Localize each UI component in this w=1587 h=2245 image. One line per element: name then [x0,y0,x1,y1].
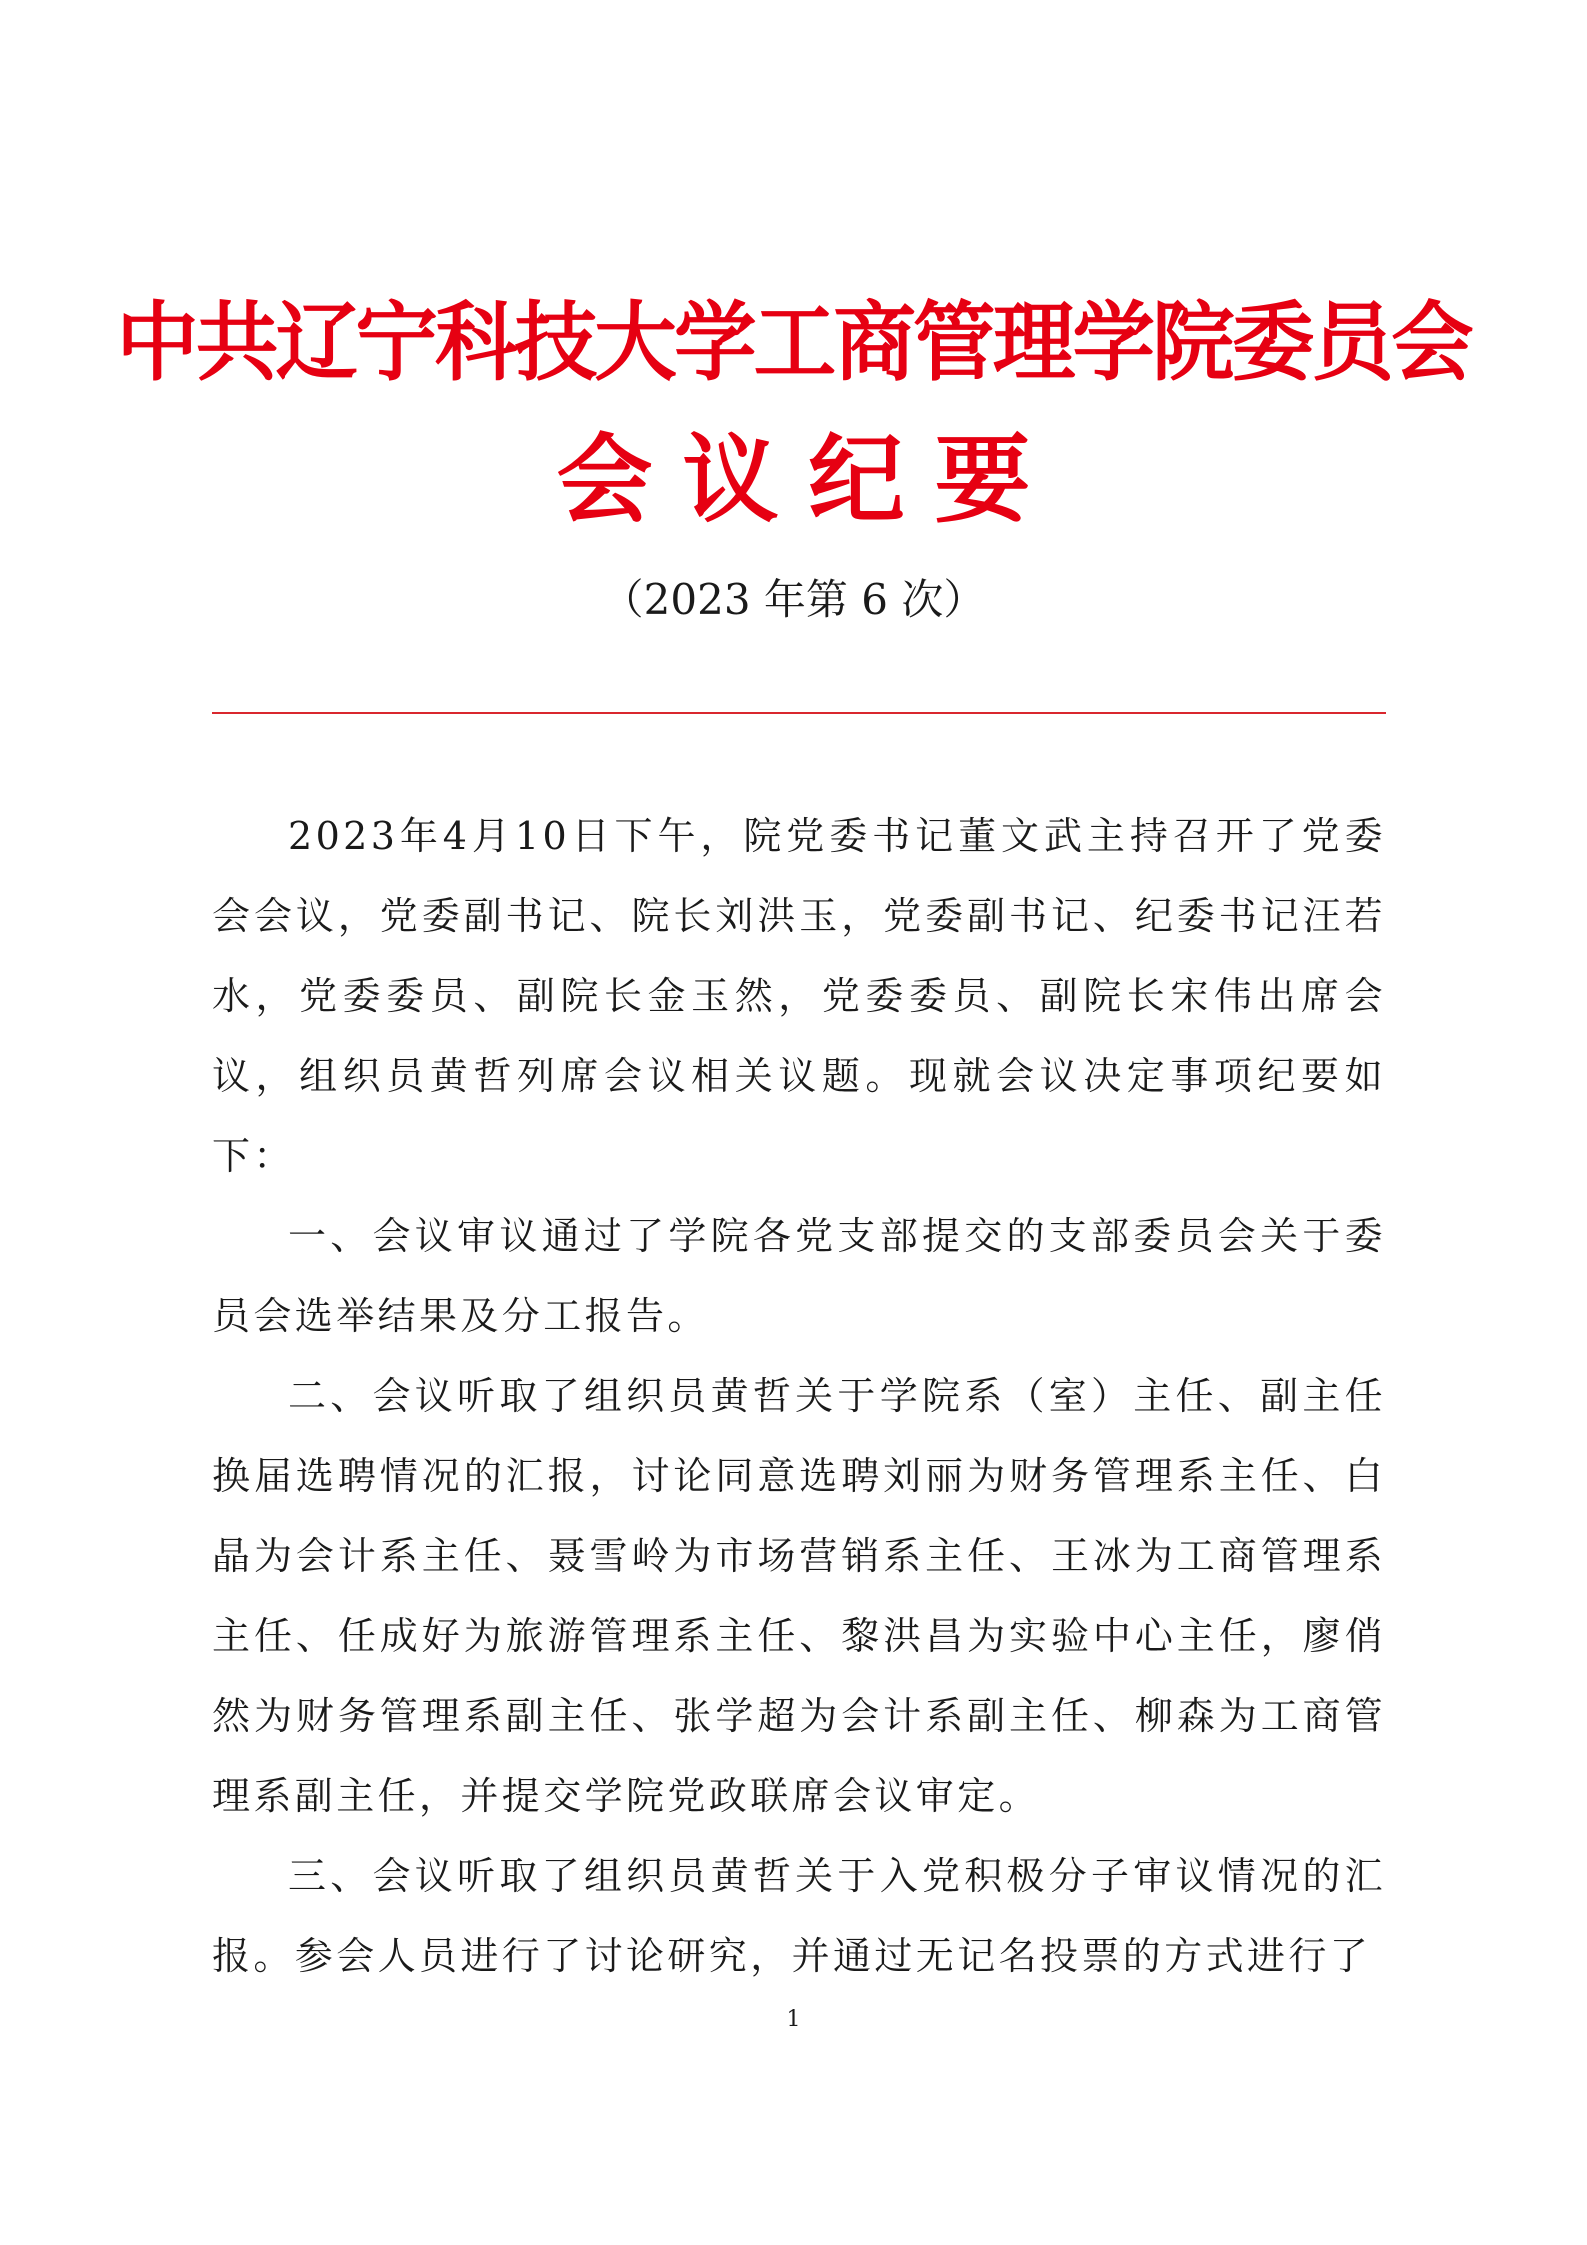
paragraph-item-3: 三、会议听取了组织员黄哲关于入党积极分子审议情况的汇报。参会人员进行了讨论研究，并通过无记名投票的方式进行了 [212,1854,1386,1978]
paragraph-item-1: 一、会议审议通过了学院各党支部提交的支部委员会关于委员会选举结果及分工报告。 [212,1214,1386,1338]
paragraph-intro: 2023年4月10日下午，院党委书记董文武主持召开了党委会会议，党委副书记、院长刘洪玉，党委副书记、纪委书记汪若水，党委委员、副院长金玉然，党委委员、副院长宋伟出席会议，组织员黄哲列席会议相关议题。现就会议决定事项纪要如下： [212,814,1386,1178]
document-number: （2023 年第 6 次） [601,575,986,624]
document-body [212,796,1386,1996]
document-title: 会议纪要 [556,424,1061,536]
organization-title: 中共辽宁科技大学工商管理学院委员会 [116,293,1471,393]
red-divider-line [212,712,1386,714]
paragraph-item-2: 二、会议听取了组织员黄哲关于学院系（室）主任、副主任换届选聘情况的汇报，讨论同意选聘刘丽为财务管理系主任、白晶为会计系主任、聂雪岭为市场营销系主任、王冰为工商管理系主任、任成好为旅游管理系主任、黎洪昌为实验中心主任，廖俏然为财务管理系副主任、张学超为会计系副主任、柳森为工商管理系副主任，并提交学院党政联席会议审定。 [212,1374,1386,1818]
page-number: 1 [786,2007,801,2032]
